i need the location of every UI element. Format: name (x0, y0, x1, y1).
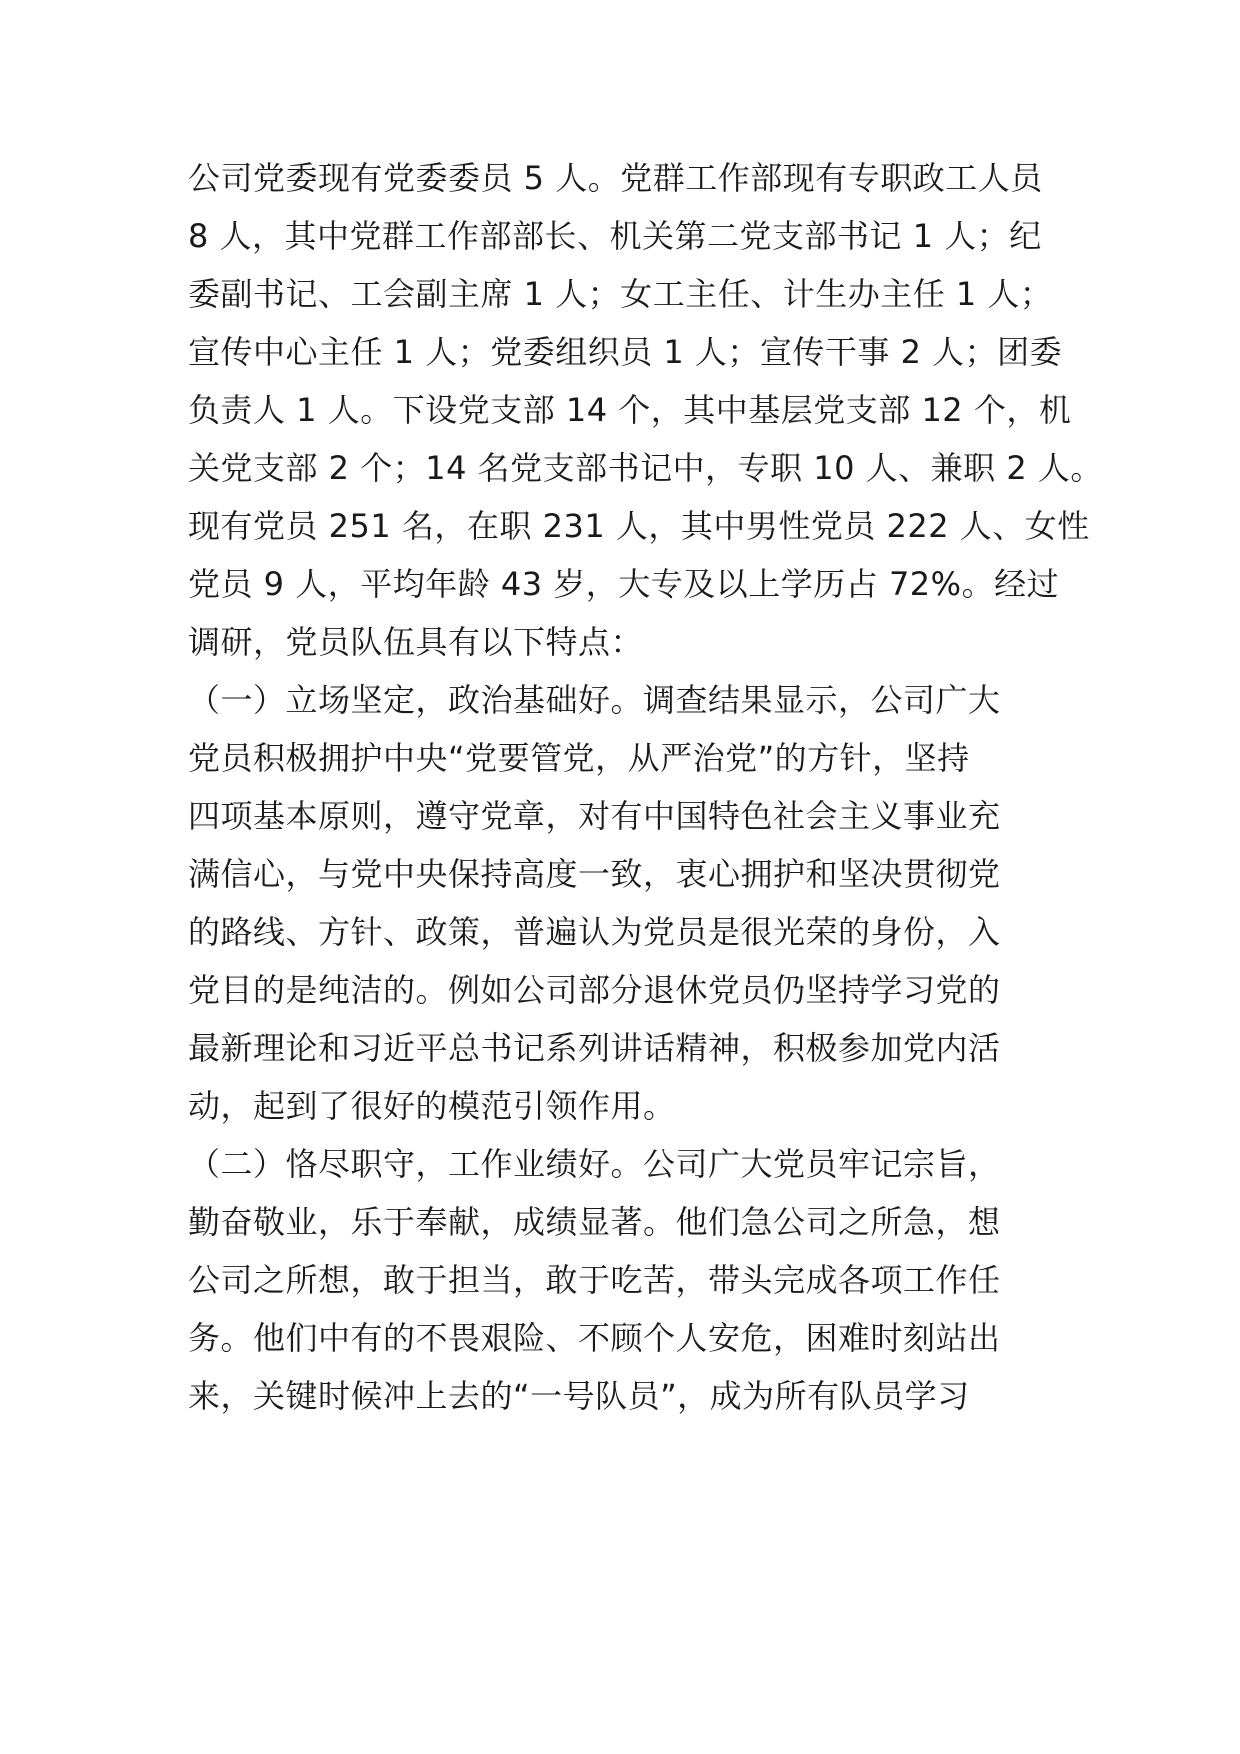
text-line: 务。他们中有的不畏艰险、不顾个人安危，困难时刻站出 (188, 1319, 1001, 1357)
text-line: 四项基本原则，遵守党章，对有中国特色社会主义事业充 (188, 797, 1001, 835)
text-line: 宣传中心主任 1 人；党委组织员 1 人；宣传干事 2 人；团委 (188, 333, 1063, 371)
text-line: 满信心，与党中央保持高度一致，衷心拥护和坚决贯彻党 (188, 855, 1001, 893)
text-line: 委副书记、工会副主席 1 人；女工主任、计生办主任 1 人； (188, 275, 1053, 313)
text-line: 的路线、方针、政策，普遍认为党员是很光荣的身份，入 (188, 913, 1001, 951)
text-line: 来，关键时候冲上去的“一号队员”，成为所有队员学习 (188, 1377, 970, 1415)
text-line: 负责人 1 人。下设党支部 14 个，其中基层党支部 12 个，机 (188, 391, 1072, 429)
text-line: 调研，党员队伍具有以下特点： (188, 623, 644, 661)
text-line: 公司党委现有党委委员 5 人。党群工作部现有专职政工人员 (188, 159, 1043, 197)
text-line: 8 人，其中党群工作部部长、机关第二党支部书记 1 人；纪 (188, 217, 1042, 255)
text-line: 动，起到了很好的模范引领作用。 (188, 1087, 676, 1125)
text-line: 勤奋敬业，乐于奉献，成绩显著。他们急公司之所急，想 (188, 1203, 1001, 1241)
section-heading-line: （一）立场坚定，政治基础好。调查结果显示，公司广大 (188, 681, 1001, 719)
text-line: 党目的是纯洁的。例如公司部分退休党员仍坚持学习党的 (188, 971, 1001, 1009)
text-line: 党员积极拥护中央“党要管党，从严治党”的方针，坚持 (188, 739, 970, 777)
text-line: 党员 9 人，平均年龄 43 岁，大专及以上学历占 72%。经过 (188, 565, 1060, 603)
text-line: 公司之所想，敢于担当，敢于吃苦，带头完成各项工作任 (188, 1261, 1001, 1299)
text-line: 关党支部 2 个；14 名党支部书记中，专职 10 人、兼职 2 人。 (188, 449, 1103, 487)
section-heading-line: （二）恪尽职守，工作业绩好。公司广大党员牢记宗旨， (188, 1145, 1001, 1183)
text-line: 现有党员 251 名，在职 231 人，其中男性党员 222 人、女性 (188, 507, 1090, 545)
text-line: 最新理论和习近平总书记系列讲话精神，积极参加党内活 (188, 1029, 1001, 1067)
